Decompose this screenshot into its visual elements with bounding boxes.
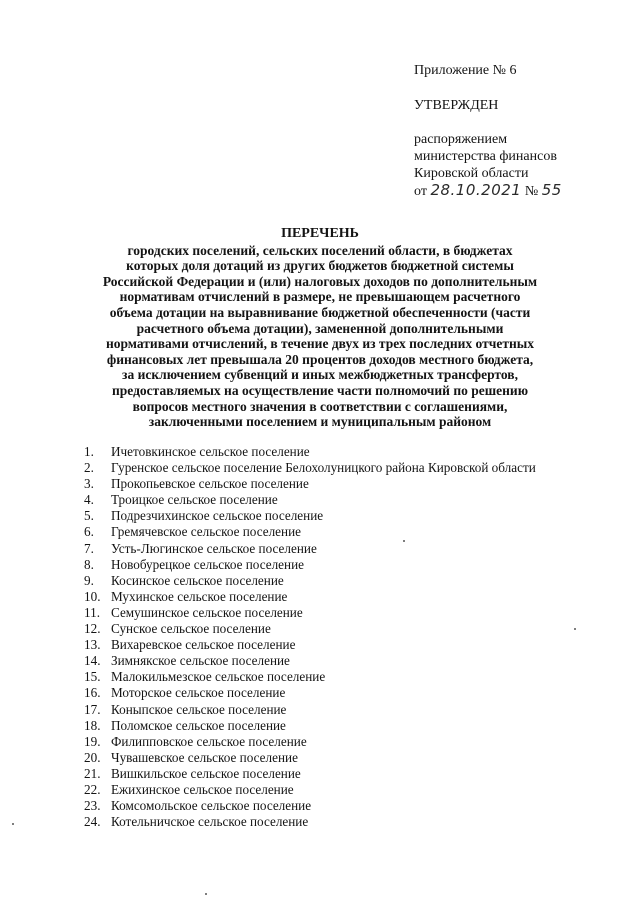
- list-item: 18. Поломское сельское поселение: [84, 717, 286, 733]
- scan-speck: [205, 893, 207, 895]
- scan-speck: [403, 540, 405, 542]
- issuer-block: [414, 131, 557, 182]
- list-item: 17. Коныпское сельское поселение: [84, 701, 287, 717]
- list-item: 20. Чувашевское сельское поселение: [84, 749, 298, 765]
- list-item: 23. Комсомольское сельское поселение: [84, 798, 312, 814]
- settlement-list: [84, 444, 536, 830]
- issuer-line: распоряжением: [414, 132, 508, 147]
- title-line: городских поселений, сельских поселений области, в бюджетах: [127, 242, 513, 258]
- list-item: 10. Мухинское сельское поселение: [84, 588, 288, 604]
- list-item: 22. Ежихинское сельское поселение: [84, 781, 294, 797]
- title-line: за исключением субвенций и иных межбюджетных трансфертов,: [122, 367, 518, 383]
- scan-speck: [12, 823, 14, 825]
- handwritten-number: 55: [541, 181, 562, 199]
- list-item: 8. Новобурецкое сельское поселение: [84, 556, 305, 572]
- number-label: №: [524, 184, 539, 199]
- title-line: заключенными поселением и муниципальным районом: [148, 414, 492, 430]
- list-item: 21. Вишкильское сельское поселение: [84, 765, 301, 781]
- title-line: нормативам отчислений в размере, не превышающем расчетного: [119, 289, 521, 305]
- list-item: 13. Вихаревское сельское поселение: [84, 637, 296, 653]
- title-line: объема дотации на выравнивание бюджетной обеспеченности (части: [109, 304, 531, 320]
- list-item: 9. Косинское сельское поселение: [84, 572, 284, 588]
- list-item: 6. Гремячевское сельское поселение: [84, 524, 301, 540]
- title-line: Российской Федерации и (или) налоговых доходов по дополнительным: [102, 273, 538, 289]
- list-item: 4. Троицкое сельское поселение: [84, 492, 278, 508]
- list-item: 5. Подрезчихинское сельское поселение: [84, 508, 324, 524]
- title-line: нормативами отчислений, в течение двух из трех последних отчетных: [105, 336, 535, 352]
- scan-speck: [574, 628, 576, 630]
- list-item: 3. Прокопьевское сельское поселение: [84, 476, 309, 492]
- approved-label: УТВЕРЖДЕН: [414, 98, 499, 113]
- list-item: 2. Гуренское сельское поселение Белохолуницкого района Кировской области: [84, 460, 536, 476]
- issuer-line: Кировской области: [414, 166, 529, 181]
- appendix-label: Приложение № 6: [414, 63, 517, 78]
- list-item: 15. Малокильмезское сельское поселение: [84, 669, 326, 685]
- list-item: 12. Сунское сельское поселение: [84, 621, 271, 637]
- title-line: вопросов местного значения в соответствии с соглашениями,: [132, 398, 508, 414]
- list-item: 19. Филипповское сельское поселение: [84, 733, 307, 749]
- list-item: 24. Котельничское сельское поселение: [84, 814, 309, 830]
- title-line: которых доля дотаций из других бюджетов бюджетной системы: [126, 258, 514, 274]
- date-prefix: от: [414, 184, 427, 199]
- issuer-line: министерства финансов: [414, 149, 557, 164]
- approval-date-line: [414, 182, 562, 200]
- title-heading: ПЕРЕЧЕНЬ: [281, 226, 359, 241]
- document-title: [60, 226, 580, 430]
- handwritten-date: 28.10.2021: [430, 181, 522, 199]
- list-item: 7. Усть-Люгинское сельское поселение: [84, 540, 317, 556]
- title-line: финансовых лет превышала 20 процентов доходов местного бюджета,: [106, 351, 534, 367]
- title-line: расчетного объема дотации), замененной дополнительными: [136, 320, 504, 336]
- title-line: предоставляемых на осуществление части полномочий по решению: [111, 382, 529, 398]
- list-item: 11. Семушинское сельское поселение: [84, 604, 303, 620]
- list-item: 16. Моторское сельское поселение: [84, 685, 286, 701]
- list-item: 14. Зимнякское сельское поселение: [84, 653, 290, 669]
- list-item: 1. Ичетовкинское сельское поселение: [84, 444, 310, 459]
